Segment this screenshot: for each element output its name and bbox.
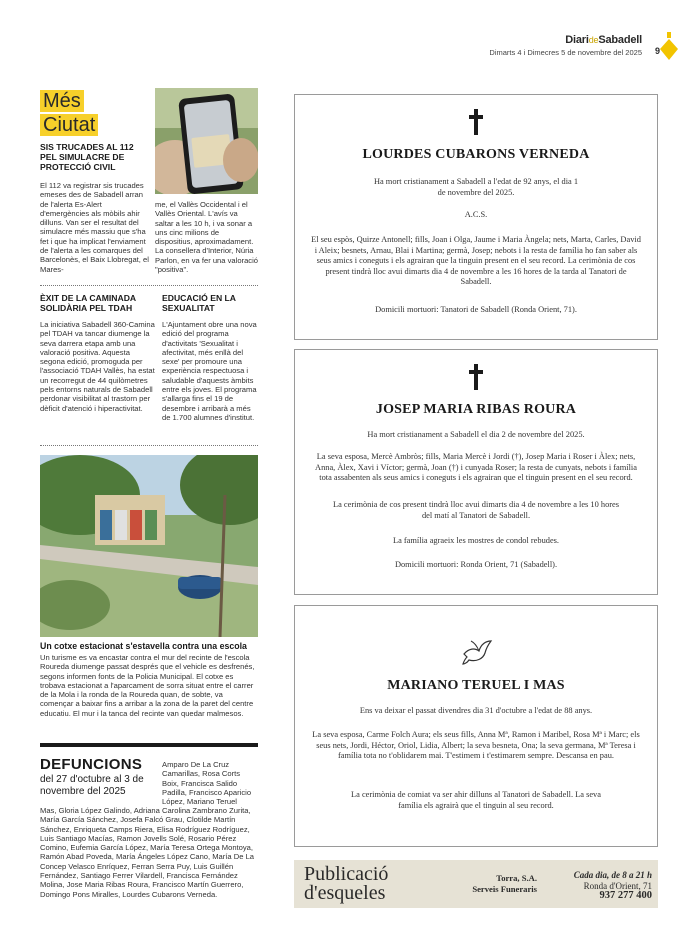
divider (40, 445, 258, 446)
obituary-name: JOSEP MARIA RIBAS ROURA (375, 402, 577, 417)
banner-address: Ronda d'Orient, 71 (583, 880, 652, 891)
defuncions-names: Mas, Gloria López Galindo, Adriana Carolina Zambrano Zurita, María García Sánchez, Josefa Falcó Grau, Clotilde Martín Sánchez, Enriqueta Camps Riera, Elisa Rodríguez Rodríguez, Luis Santiago Macías, Ramon Jovells Solé, Rosario Pérez Comino, Eufemia García López, María Teresa Ortega Montoya, Ramón Abad Poveda, María Ángeles López Cano, María De La Concep Velasco Enríquez, Ferran Serra Puy, Luis Guillén Fernández, Santiago Ferrer Vilardell, Francisca Fernández Molina, Jose Maria Ribas Roura, Francisco Martín Guerrero, Domingo Pons Miralles, Lourdes Cubarons Verneda. (40, 806, 255, 899)
obituary-text: Ens va deixar el passat divendres dia 31 d'octubre a l'edat de 88 anys. (359, 706, 593, 715)
dateline: Dimarts 4 i Dimecres 5 de novembre del 2025 (489, 48, 642, 57)
obituary-text: Domicili mortuori: Ronda Orient, 71 (Sabadell). (394, 560, 558, 569)
article-sexualitat-headline: EDUCACIÓ EN LA SEXUALITAT (162, 293, 236, 313)
defuncions-names-col: Amparo De La Cruz Camarillas, Rosa Corts Boix, Francisca Salido Padilla, Francisco Aparicio López, Mariano Teruel (162, 760, 252, 807)
phone-alert-photo (155, 88, 258, 194)
obituary-name: LOURDES CUBARONS VERNEDA (362, 147, 590, 162)
banner-company: Torra, S.A. Serveis Funeraris (472, 873, 537, 894)
obituary-text: Ha mort cristianament a Sabadell a l'edat de 92 anys, el dia 1 de novembre del 2025. (373, 177, 579, 197)
article-112-body-col1: El 112 va registrar sis trucades emeses des de Sabadell arran de l'alerta Es-Alert d'emergències als mòbils ahir dilluns. Van ser el resultat del simulacre més massiu que s'ha fet i que ha implicat l'enviament de l'alerta a les comarques del Barcelonès, el Baix Llobregat, el Mares- (40, 181, 149, 274)
divider (40, 285, 258, 286)
car-accident-photo (40, 455, 258, 637)
page-number: 9 (654, 46, 660, 56)
section-line-1: Més (40, 90, 84, 112)
article-car-body: Un turisme es va encastar contra el mur del recinte de l'escola Roureda diumenge passat després que el vehicle es desfrenés, segons informen fonts de la Policia Municipal. El cotxe es trobava estacionat a l'aparcament de sorra situat entre el carrer de la Mola i la ronda de la Roureda quan, de sobte, va començar a baixar fins a arribar a la zona de la paret del centre educatiu. El mur i la tanca del recinte van quedar malmesos. (40, 653, 255, 718)
obituary-text: A.C.S. (464, 210, 488, 219)
cross-icon (469, 109, 483, 135)
article-car-headline: Un cotxe estacionat s'estavella contra una escola (40, 641, 247, 651)
obituary-text: Ha mort cristianament a Sabadell el dia 2 de novembre del 2025. (367, 430, 585, 439)
banner-phone: 937 277 400 (599, 890, 652, 901)
shield-logo-icon (660, 32, 678, 62)
defuncions-bar (40, 743, 258, 747)
obituary-card (294, 349, 658, 595)
article-caminada-body: La iniciativa Sabadell 360-Camina pel TDAH va tancar diumenge la seva darrera etapa amb una valoració positiva. Aquesta segona edició, promoguda per l'associació TDAH Vallès, ha estat un recorregut de 44 quilòmetres pels entorns naturals de Sabadell perdonar visibilitat al trastorn per dèficit d'atenció i hiperactivitat. (40, 320, 155, 413)
banner-title: Publicació d'esqueles (304, 863, 389, 904)
dove-icon (461, 638, 493, 666)
article-sexualitat-body: L'Ajuntament obre una nova edició del programa d'activitats 'Sexualitat i afectivitat, més enllà del sexe' per promoure una experiència respectuosa i saludable d'aquests àmbits entre els joves. El programa s'allarga fins el 19 de desembre i arribarà a més de 1.700 alumnes d'institut. (162, 320, 257, 422)
defuncions-subtitle: del 27 d'octubre al 3 de novembre del 2025 (40, 774, 144, 797)
section-line-2: Ciutat (40, 114, 98, 136)
cross-icon (469, 364, 483, 390)
section-badge (40, 90, 100, 138)
masthead: DiarideSabadell (565, 34, 642, 46)
obituary-card (294, 94, 658, 340)
obituary-text: La família agraeix les mostres de condol rebudes. (392, 536, 560, 545)
obituary-card (294, 605, 658, 847)
banner-contact (548, 870, 652, 902)
banner-hours: Cada dia, de 8 a 21 h (573, 870, 652, 880)
obituary-text: La cerimònia de comiat va ser ahir dilluns al Tanatori de Sabadell. La seva família els agrairà que el tinguin al seu record. (351, 790, 601, 810)
article-112-headline: SIS TRUCADES AL 112 PEL SIMULACRE DE PROTECCIÓ CIVIL (40, 142, 134, 172)
obituary-text: La seva esposa, Mercè Ambròs; fills, Maria Mercè i Jordi (†), Josep Maria i Roser i Àlex; nets, Anna, Àlex, Xavi i Víctor; germà, Joan (†) i cunyada Roser; la resta de cunyats, nebots i família tota assabenten als seus amics i coneguts i els agrairan que el tinguin present en el seu record. (315, 452, 637, 483)
article-caminada-headline: ÈXIT DE LA CAMINADA SOLIDÀRIA PEL TDAH (40, 293, 136, 313)
article-112-body-col2: me, el Vallès Occidental i el Vallès Oriental. L'avís va saltar a les 10 h, i va sonar a uns cinc milions de dispositius, aproximadament. La consellera d'Interior, Núria Parlon, en va fer una valoració "positiva". (155, 200, 258, 275)
obituary-text: La seva esposa, Carme Folch Aura; els seus fills, Anna Mª, Ramon i Maribel, Rosa Mª i Marc; els seus nets, Jordi, Héctor, Oriol, Lidia, Albert; la seva besneta, Ona; la seva germana, Mª Teresa i família tota no t'oblidarem mai. T'estimem i t'estimarem sempre. Descansa en pau. (312, 730, 640, 761)
obituary-name: MARIANO TERUEL I MAS (387, 678, 565, 693)
obituary-text: Domicili mortuori: Tanatori de Sabadell (Ronda Orient, 71). (375, 305, 577, 314)
obituary-text: El seu espòs, Quirze Antonell; fills, Joan i Olga, Jaume i Maria Àngela; nets, Marta, Carles, David i Aleix; besnets, Arnau, Blai i Martina; germà, Josep; nebots i la resta de família ho fan saber als seus amics i coneguts i els agrairan que la tinguin present en el seu record. La cerimònia de cos present tindrà lloc avui dimarts dia 4 de novembre a les 16 hores de la tarda al Tanatori de Sabadell. (311, 235, 641, 287)
defuncions-title: DEFUNCIONS (40, 756, 143, 773)
obituary-text: La cerimònia de cos present tindrà lloc avui dimarts dia 4 de novembre a les 10 hores del matí al Tanatori de Sabadell. (332, 500, 620, 520)
